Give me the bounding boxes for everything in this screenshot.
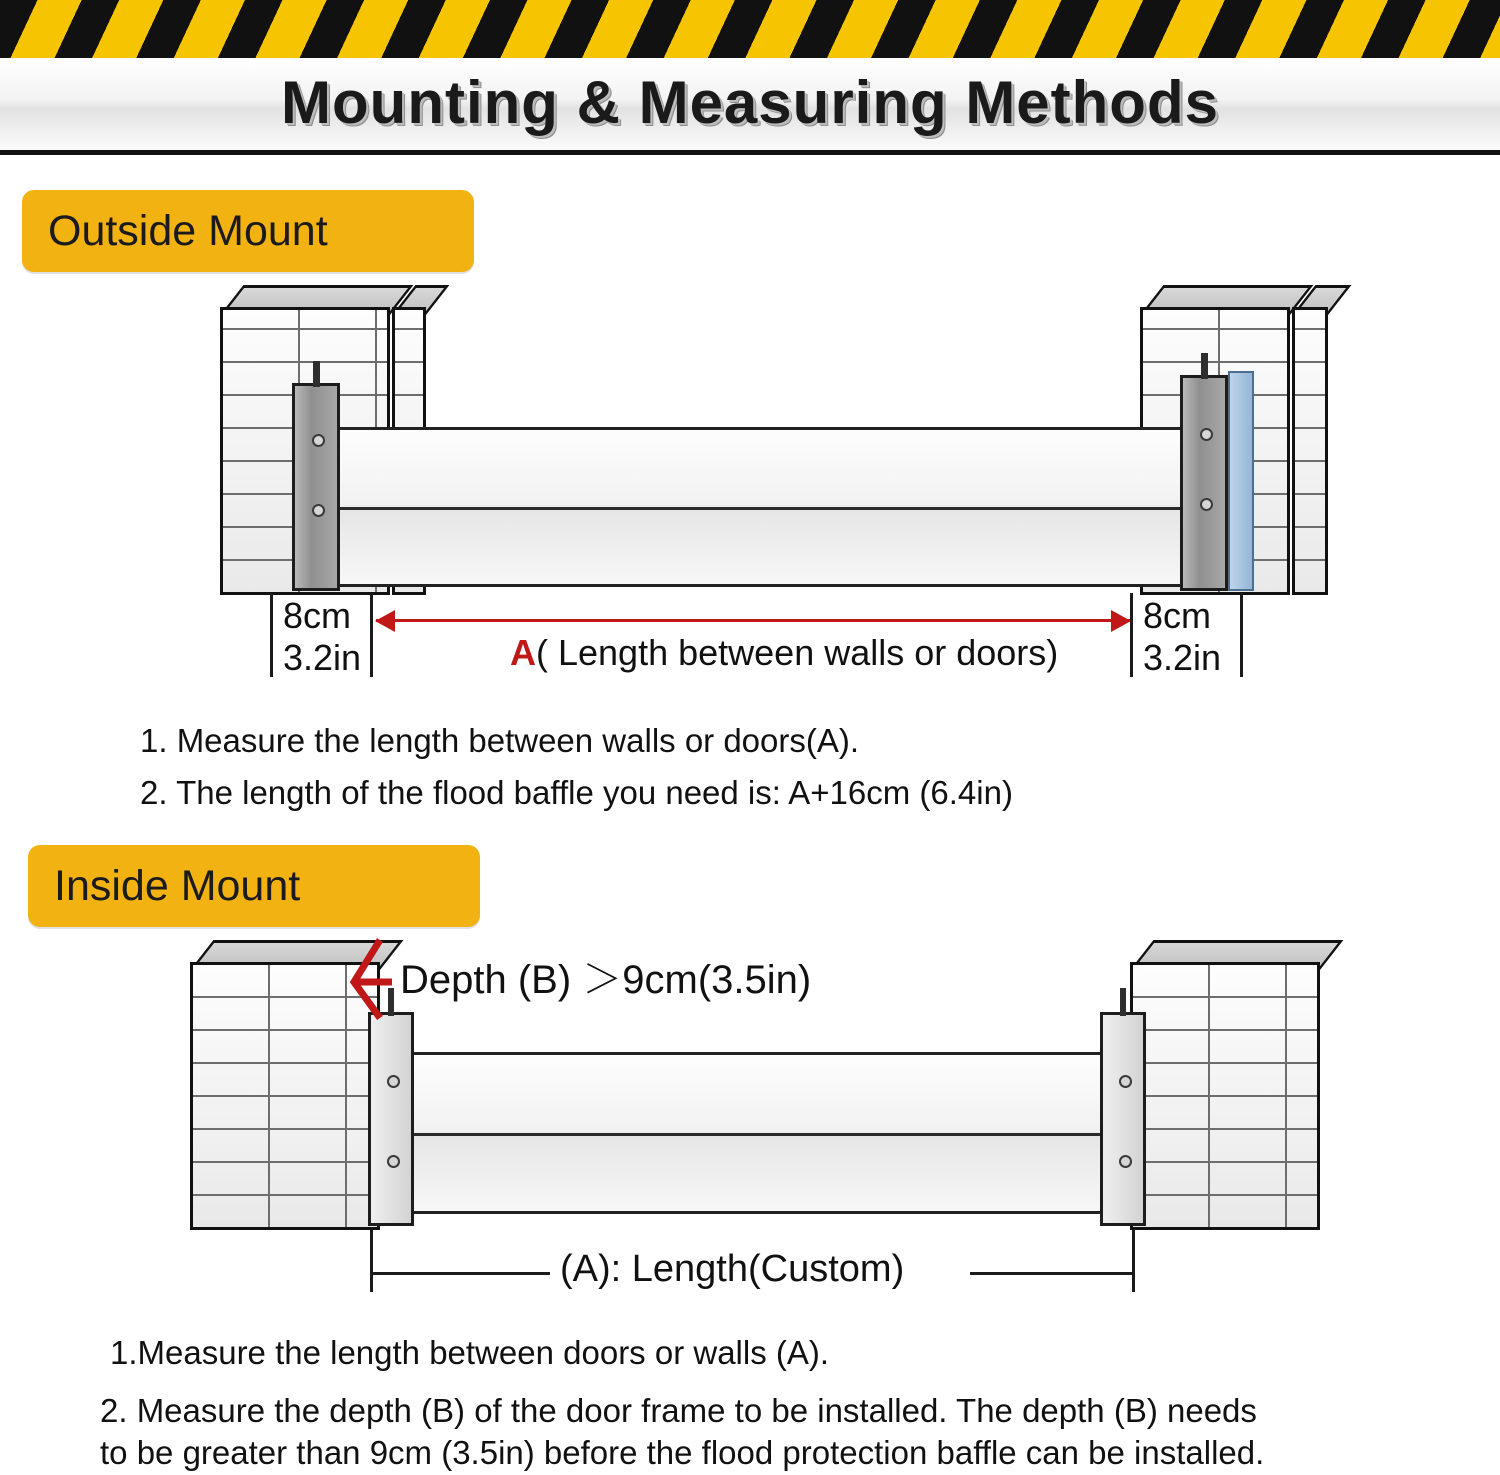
dimension-label-A-text: ( Length between walls or doors): [536, 632, 1059, 673]
baffle-seam: [335, 507, 1189, 510]
header-banner: [0, 0, 1500, 160]
dimension-tick-right-inner: [1130, 593, 1133, 677]
arrow-left-icon: [375, 610, 395, 632]
dimension-right-cm: 8cm: [1143, 595, 1212, 636]
dimension-label-A: [510, 632, 1058, 674]
dimension-line-A: [376, 619, 1130, 622]
length-custom-label: (A): Length(Custom): [560, 1248, 905, 1290]
inside-step-3: [100, 1434, 1264, 1472]
bracket-hole-icon: [387, 1075, 400, 1088]
brick-pillar-right-return: [1292, 285, 1328, 595]
page-title: Mounting & Measuring Methods: [281, 68, 1219, 136]
dimension-tick-left-inner: [370, 593, 373, 677]
depth-compare-symbol: ＞: [582, 958, 623, 1002]
mounting-bracket-right: [1100, 1012, 1146, 1226]
mounting-bracket-left: [292, 383, 340, 591]
bracket-hole-icon: [1119, 1155, 1132, 1168]
pillar-front-face: [1130, 962, 1320, 1230]
section-label-outside-mount-text: Outside Mount: [48, 206, 328, 255]
inside-step-2-line-1: 2. Measure the depth (B) of the door frame to be installed. The depth (B) needs: [100, 1392, 1257, 1429]
baffle-seam: [401, 1133, 1111, 1136]
arrow-right-icon: [1111, 610, 1131, 632]
dimension-tick-right: [1132, 1230, 1135, 1292]
bolt-right: [1120, 988, 1126, 1016]
hazard-stripe-icon: [0, 0, 1500, 61]
section-label-inside-mount-text: Inside Mount: [54, 861, 301, 910]
bolt-left: [313, 361, 320, 387]
inside-step-2-line-2: to be greater than 9cm (3.5in) before the flood protection baffle can be installed.: [100, 1434, 1265, 1471]
bracket-hole-icon: [312, 434, 325, 447]
pillar-front-face: [1292, 307, 1328, 595]
flood-baffle-board: [398, 1052, 1114, 1214]
dimension-left-in: 3.2in: [283, 637, 362, 678]
dimension-left-cm: 8cm: [283, 595, 352, 636]
outside-step-1: 1. Measure the length between walls or doors(A).: [140, 722, 860, 759]
mounting-bracket-right: [1180, 375, 1228, 591]
depth-label-text: Depth (B): [400, 958, 572, 1002]
bracket-hole-icon: [312, 504, 325, 517]
inside-step-1: 1.Measure the length between doors or walls (A).: [110, 1334, 830, 1371]
bracket-hole-icon: [1200, 498, 1213, 511]
brick-pillar-right: [1130, 940, 1320, 1230]
bracket-hole-icon: [1119, 1075, 1132, 1088]
flood-baffle-board: [332, 427, 1192, 587]
dimension-tick-left: [370, 1230, 373, 1292]
dimension-tick-left-outer: [270, 593, 273, 677]
seal-gasket-right: [1228, 371, 1254, 591]
bolt-right: [1201, 353, 1208, 379]
dimension-tick-right-outer: [1240, 593, 1243, 677]
bracket-hole-icon: [1200, 428, 1213, 441]
inside-step-2: [100, 1392, 1257, 1430]
section-label-inside-mount: [28, 845, 480, 927]
dimension-line-right-segment: [970, 1272, 1132, 1275]
section-label-outside-mount: [22, 190, 474, 272]
outside-step-2: 2. The length of the flood baffle you need is: A+16cm (6.4in): [140, 774, 1013, 811]
dimension-line-left-segment: [370, 1272, 550, 1275]
dimension-right-in: 3.2in: [1143, 637, 1222, 678]
depth-value-text: 9cm(3.5in): [622, 958, 812, 1002]
bracket-hole-icon: [387, 1155, 400, 1168]
depth-requirement-label: [400, 948, 811, 1005]
dimension-mark-A: A: [510, 632, 536, 673]
mounting-bracket-left: [368, 1012, 414, 1226]
